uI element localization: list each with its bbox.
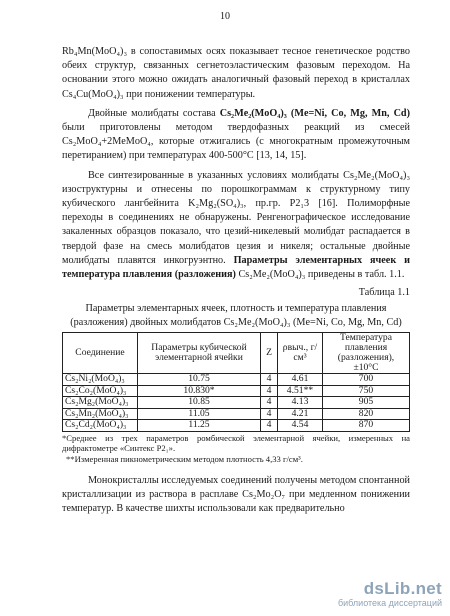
table-cell: 870 bbox=[323, 420, 410, 432]
table-cell: 4 bbox=[261, 397, 278, 409]
table-cell: 4 bbox=[261, 420, 278, 432]
header-melting-temp: Температура плавления (разложения), ±10°C bbox=[323, 333, 410, 374]
table-row bbox=[63, 374, 410, 386]
table-cell: 4.13 bbox=[278, 397, 323, 409]
paragraph-1: Rb₄Mn(MoO₄)₃ в сопоставимых осях показывает тесное генетическое родство обеих структур, связанных сегнетоэластическим фазовым переходом. На основании этого можно ожидать аналогичный фазовый переход в кристаллах Cs₄Cu(MoO₄)₃ при понижении температуры. bbox=[62, 46, 410, 100]
table-number: Таблица 1.1 bbox=[358, 287, 410, 299]
table-cell: 4.54 bbox=[278, 420, 323, 432]
table-cell: 905 bbox=[323, 397, 410, 409]
paragraph-2-run-3: были приготовлены методом твердофазных реакций из смесей Cs₂MoO₄+2MeMoO₄, которые отжигались (с многократным промежуточным перетиранием) при температурах 400-500°C [13, 14, 15]. bbox=[62, 122, 410, 162]
footnote-2: **Измеренная пикнометрическим методом плотность 4,33 г/см³. bbox=[66, 453, 303, 464]
header-compound: Соединение bbox=[63, 333, 138, 374]
table-cell: 4 bbox=[261, 374, 278, 386]
header-z: Z bbox=[261, 333, 278, 374]
table-cell: 750 bbox=[323, 385, 410, 397]
footnote-1: *Среднее из трех параметров ромбической элементарной ячейки, измеренных на дифрактометре «Синтекс P2₁». bbox=[62, 432, 410, 453]
closing-paragraph: Монокристаллы исследуемых соединений получены методом спонтанной кристаллизации из раствора в расплаве Cs₂Mo₂O₇ при медленном понижении температур. В качестве шихты использовали как предварительно bbox=[62, 474, 410, 515]
table-cell: 820 bbox=[323, 408, 410, 420]
table-cell: 4 bbox=[261, 385, 278, 397]
watermark-logo: dsLib.net bbox=[363, 578, 442, 598]
header-density: ρвыч., г/см³ bbox=[278, 333, 323, 374]
table-row bbox=[63, 420, 410, 432]
table-row bbox=[63, 385, 410, 397]
table-cell: 4.61 bbox=[278, 374, 323, 386]
parameters-table bbox=[62, 332, 410, 432]
table-row bbox=[63, 408, 410, 420]
table-cell: Cs₂Ni₂(MoO₄)₃ bbox=[63, 374, 138, 386]
table-header-row bbox=[63, 333, 410, 374]
header-cell-params: Параметры кубической элементарной ячейки bbox=[138, 333, 261, 374]
table-cell: 11.05 bbox=[138, 408, 261, 420]
table-cell: Cs₂Cd₂(MoO₄)₃ bbox=[63, 420, 138, 432]
table-cell: 4.21 bbox=[278, 408, 323, 420]
watermark bbox=[337, 578, 442, 610]
paragraph-3 bbox=[62, 169, 410, 283]
paragraph-3-run-3: Cs₂Me₂(MoO₄)₃ приведены в табл. 1.1. bbox=[235, 269, 405, 281]
table-cell: Cs₂Mn₂(MoO₄)₃ bbox=[63, 408, 138, 420]
table-cell: 4 bbox=[261, 408, 278, 420]
table-cell: Cs₂Mg₂(MoO₄)₃ bbox=[63, 397, 138, 409]
table-title: Параметры элементарных ячеек, плотность и температура плавления (разложения) двойных молибдатов Cs₂Me₂(MoO₄)₃ (Me=Ni, Co, Mg, Mn, Cd) bbox=[70, 303, 402, 329]
page-number: 10 bbox=[220, 11, 230, 22]
table-cell: 10.830* bbox=[138, 385, 261, 397]
table-cell: 10.85 bbox=[138, 397, 261, 409]
table-cell: 11.25 bbox=[138, 420, 261, 432]
paragraph-2 bbox=[62, 107, 410, 164]
watermark-subtitle: библиотека диссертаций bbox=[337, 597, 442, 608]
document-body bbox=[62, 45, 410, 517]
paragraph-3-bold: Параметры элементарных ячеек и температура плавления (разложения) bbox=[62, 254, 410, 281]
paragraph-3-run-1: Все синтезированные в указанных условиях молибдаты Cs₂Me₂(MoO₄)₃ изоструктурны и отнесены по порошкограммам к структурному типу кубического лангбейнита K₂Mg₂(SO₄)₃, пр.гр. P2₁3 [16]. Полиморфные переходы в соединениях не обнаружены. Ренгенографическое исследование закаленных образцов показало, что цезий-никелевый молибдат распадается в твердой фазе на смесь молибдатов цезия и никеля; остальные двойные молибдаты плавятся инкогруэнтно. bbox=[62, 169, 410, 266]
table-cell: 700 bbox=[323, 374, 410, 386]
table-row bbox=[63, 397, 410, 409]
table-cell: 4.51** bbox=[278, 385, 323, 397]
table-cell: 10.75 bbox=[138, 374, 261, 386]
paragraph-2-formula: Cs₂Me₂(MoO₄)₃ (Me=Ni, Co, Mg, Mn, Cd) bbox=[219, 107, 410, 119]
table-cell: Cs₂Co₂(MoO₄)₃ bbox=[63, 385, 138, 397]
paragraph-2-run-1: Двойные молибдаты состава bbox=[88, 107, 220, 119]
